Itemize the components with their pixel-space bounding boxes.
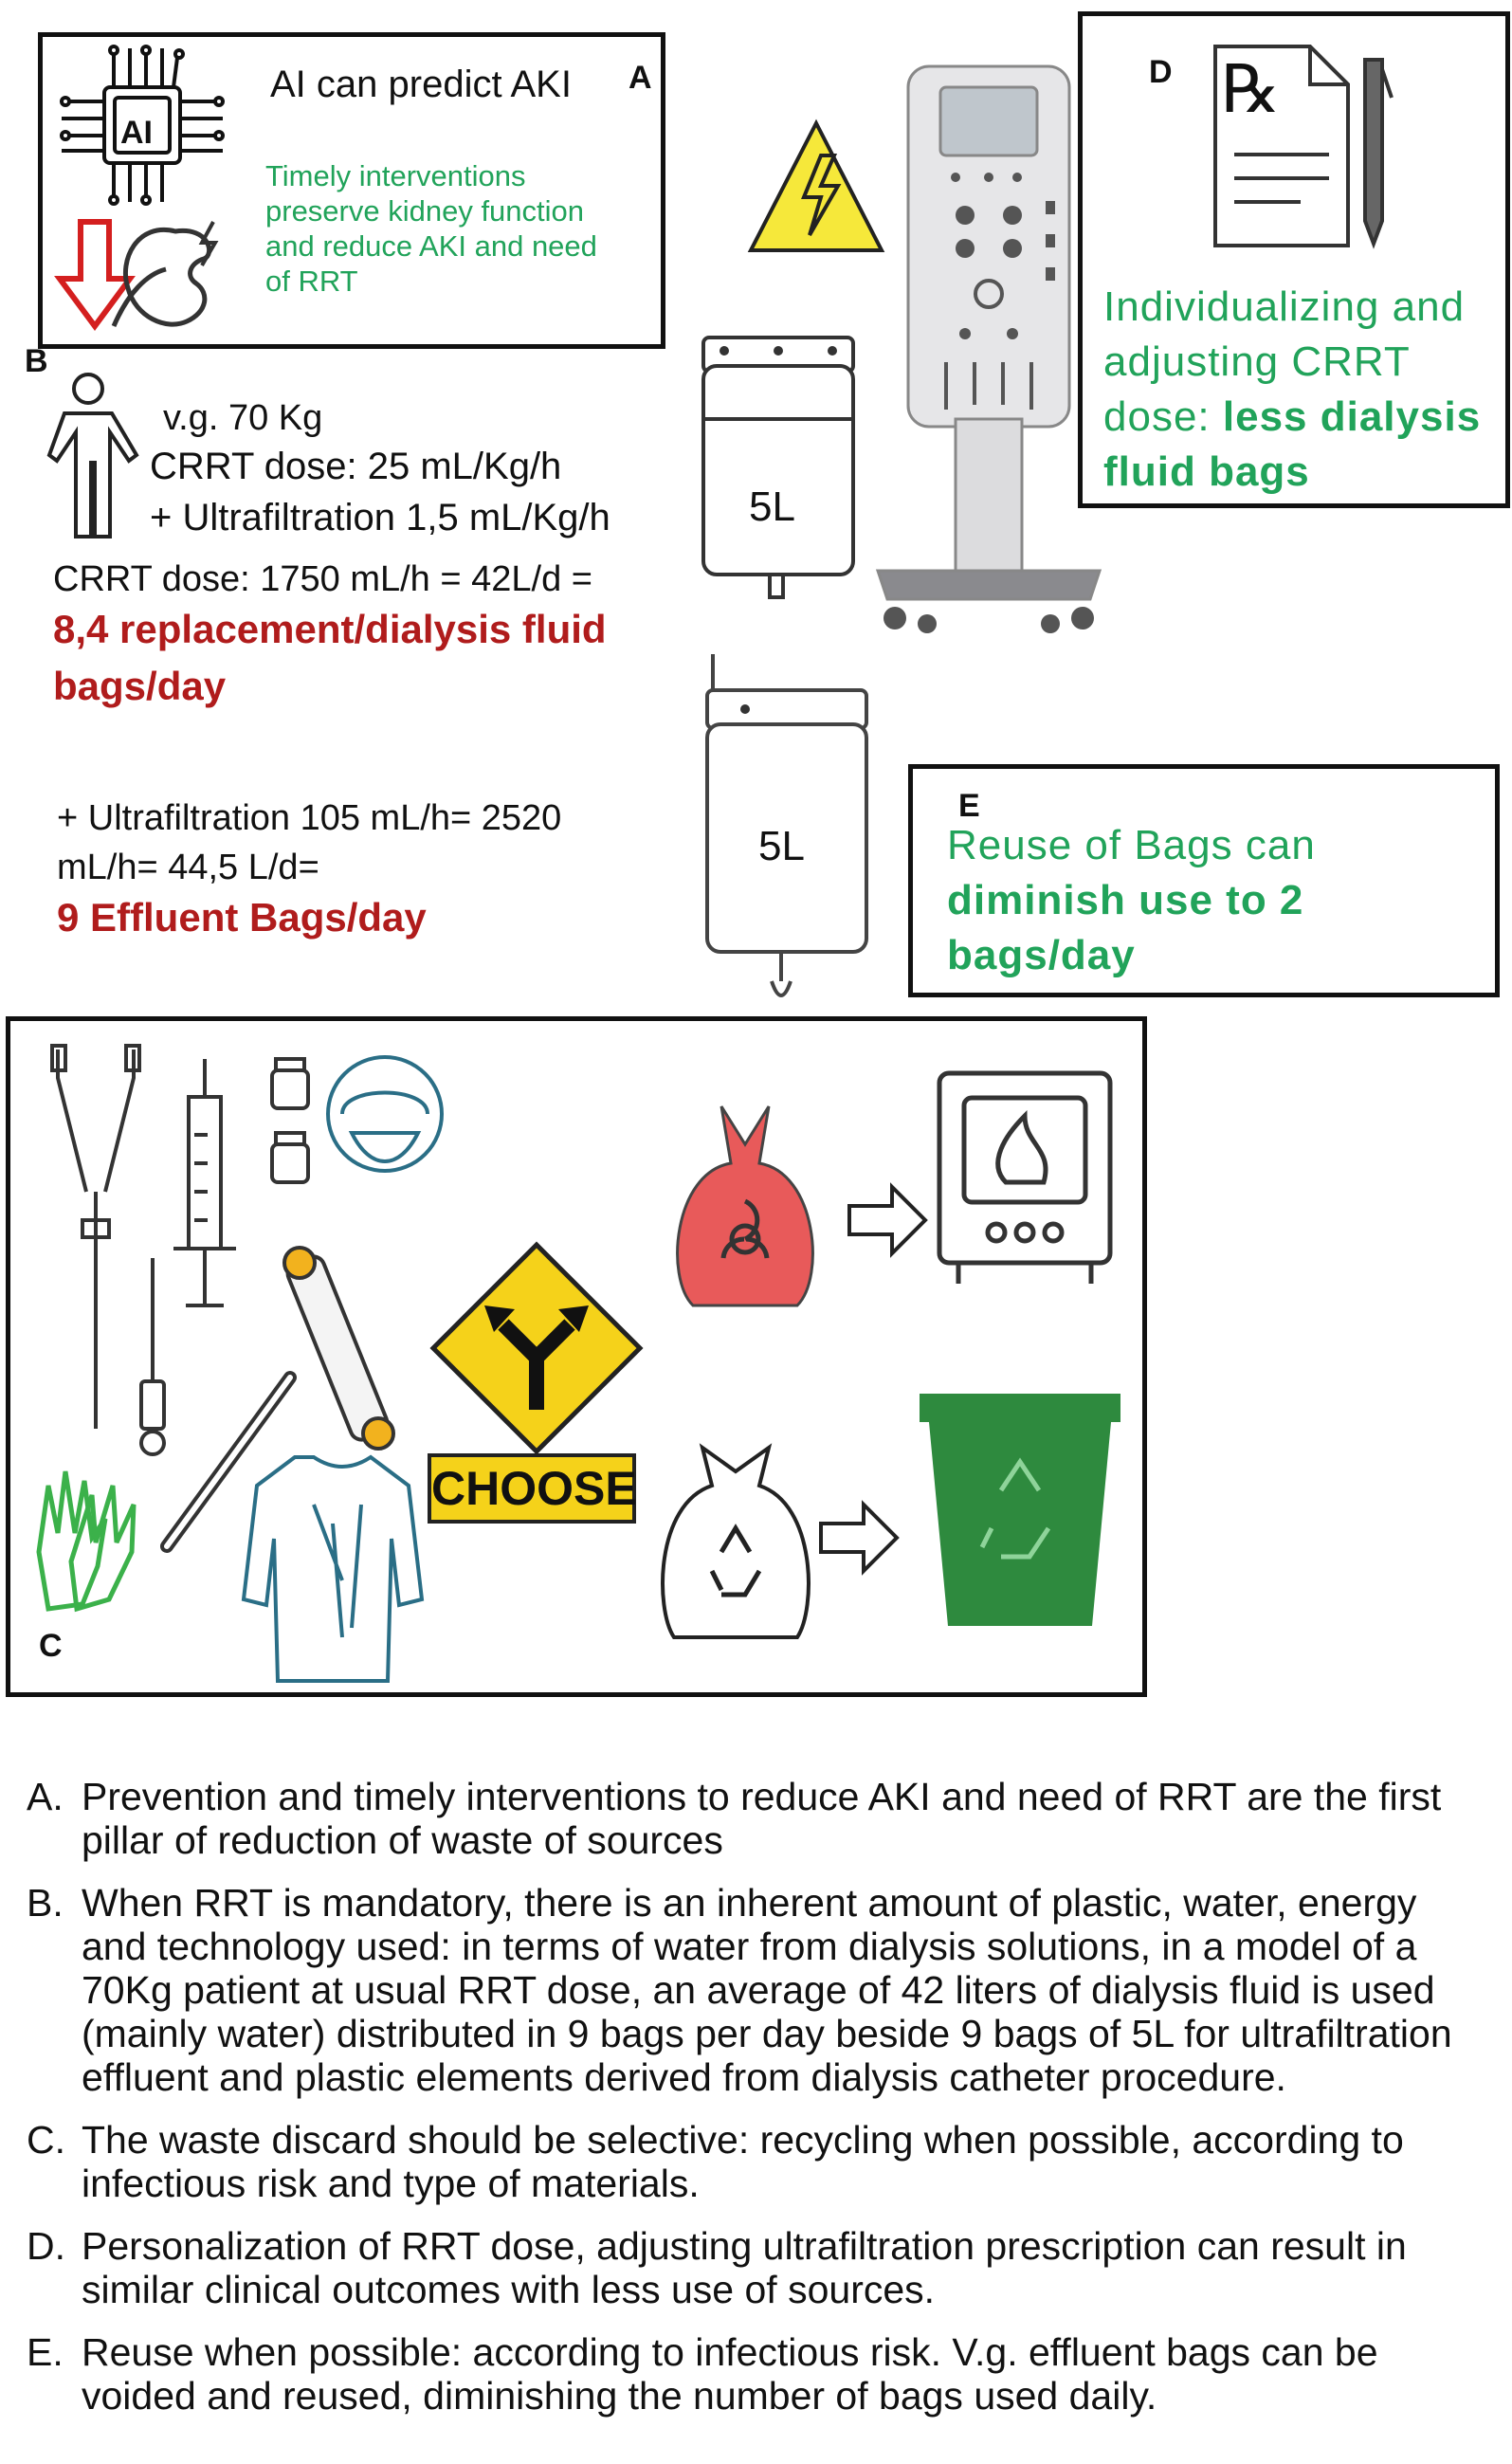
arrow-right-icon [845, 1182, 930, 1258]
surgical-gown-icon [238, 1448, 418, 1675]
bag-2-volume: 5L [758, 823, 805, 869]
person-icon [36, 372, 140, 540]
panel-e-letter: E [958, 788, 980, 824]
panel-a-title: AI can predict AKI [270, 64, 572, 105]
caption-list [27, 1775, 1486, 2437]
panel-d-text [1103, 280, 1481, 500]
panel-d-line1: Individualizing and [1103, 283, 1466, 330]
panel-e-text [947, 818, 1316, 983]
panel-d-line3-bold: less dialysis [1222, 393, 1482, 440]
patient-weight: v.g. 70 Kg [163, 398, 323, 438]
panel-a-text-line: preserve kidney function [265, 194, 585, 228]
panel-c-letter: C [39, 1628, 63, 1664]
choose-sign: CHOOSE [428, 1453, 636, 1524]
panel-b-letter: B [25, 343, 48, 379]
crrt-dose-calc: CRRT dose: 1750 mL/h = 42L/d = [53, 559, 592, 599]
panel-d-line3 [1103, 390, 1481, 445]
caption-text: The waste discard should be selective: recycling when possible, according to infectious risk and type of materials. [82, 2118, 1404, 2205]
dialysis-bags-line2: bags/day [53, 664, 227, 708]
panel-d-letter: D [1149, 54, 1173, 90]
panel-a-letter: A [628, 60, 652, 96]
recycling-bag-icon [655, 1438, 816, 1647]
panel-d-line4: fluid bags [1103, 448, 1310, 495]
ultrafiltration-rate: + Ultrafiltration 1,5 mL/Kg/h [150, 497, 610, 538]
panel-a-text-line: and reduce AKI and need [265, 229, 597, 263]
panel-e-line3: bags/day [947, 932, 1136, 978]
dialysis-bags-line1: 8,4 replacement/dialysis fluid [53, 607, 607, 651]
panel-a [38, 32, 665, 349]
caption-text: Prevention and timely interventions to reduce AKI and need of RRT are the first pillar of reduction of waste of sources [82, 1775, 1442, 1862]
bag-1-volume: 5L [749, 484, 795, 530]
panel-c [6, 1016, 1147, 1697]
panel-a-text-line: of RRT [265, 265, 358, 298]
arrow-right-icon [816, 1500, 902, 1576]
panel-d [1078, 11, 1510, 508]
crrt-dose: CRRT dose: 25 mL/Kg/h [150, 446, 562, 487]
uf-calc-line1: + Ultrafiltration 105 mL/h= 2520 [57, 798, 562, 838]
caption-item [27, 2118, 1486, 2205]
caption-letter: D. [27, 2224, 65, 2268]
panel-a-text-line: Timely interventions [265, 159, 526, 192]
caption-text: When RRT is mandatory, there is an inherent amount of plastic, water, energy and technology used: in terms of water from dialysis solutions, in a model of a 70Kg patient at usual RRT dose, an average of 42 liters of dialysis fluid is used (mainly water) distributed in 9 bags per day beside 9 bags of 5L for ultrafiltration effluent and plastic elements derived from dialysis catheter procedure. [82, 1881, 1452, 2099]
caption-letter: E. [27, 2330, 64, 2374]
caption-item [27, 1775, 1486, 1862]
caption-letter: C. [27, 2118, 65, 2162]
panel-d-line2: adjusting CRRT [1103, 338, 1411, 385]
incinerator-icon [930, 1064, 1120, 1291]
fork-road-sign-icon [428, 1239, 646, 1457]
panel-d-line3-plain: dose: [1103, 393, 1223, 440]
dialysis-fluid-bag-icon [698, 332, 859, 602]
caption-item [27, 2224, 1486, 2311]
panel-e-line1: Reuse of Bags can [947, 822, 1316, 868]
vials-icon [266, 1049, 314, 1192]
caption-item [27, 1881, 1486, 2099]
panel-a-text [265, 158, 597, 299]
kidney-down-arrow-icon [62, 212, 251, 345]
recycle-bin-icon [916, 1386, 1124, 1633]
panel-e [908, 764, 1500, 997]
uf-calc-line2: mL/h= 44,5 L/d= [57, 848, 319, 887]
effluent-bags: 9 Effluent Bags/day [57, 895, 427, 940]
rx-symbol: ℞ [1221, 52, 1281, 126]
caption-text: Personalization of RRT dose, adjusting ultrafiltration prescription can result in similar clinical outcomes with less use of sources. [82, 2224, 1407, 2311]
crrt-machine-icon [861, 59, 1107, 637]
caption-text: Reuse when possible: according to infectious risk. V.g. effluent bags can be voided and reused, diminishing the number of bags used daily. [82, 2330, 1378, 2418]
surgical-mask-icon [323, 1048, 446, 1180]
gloves-icon [29, 1457, 143, 1618]
ai-chip-label: AI [120, 115, 153, 151]
caption-letter: A. [27, 1775, 64, 1818]
panel-e-line2: diminish use to 2 [947, 877, 1304, 923]
caption-letter: B. [27, 1881, 64, 1925]
caption-item [27, 2330, 1486, 2418]
biohazard-bag-icon [665, 1097, 826, 1315]
